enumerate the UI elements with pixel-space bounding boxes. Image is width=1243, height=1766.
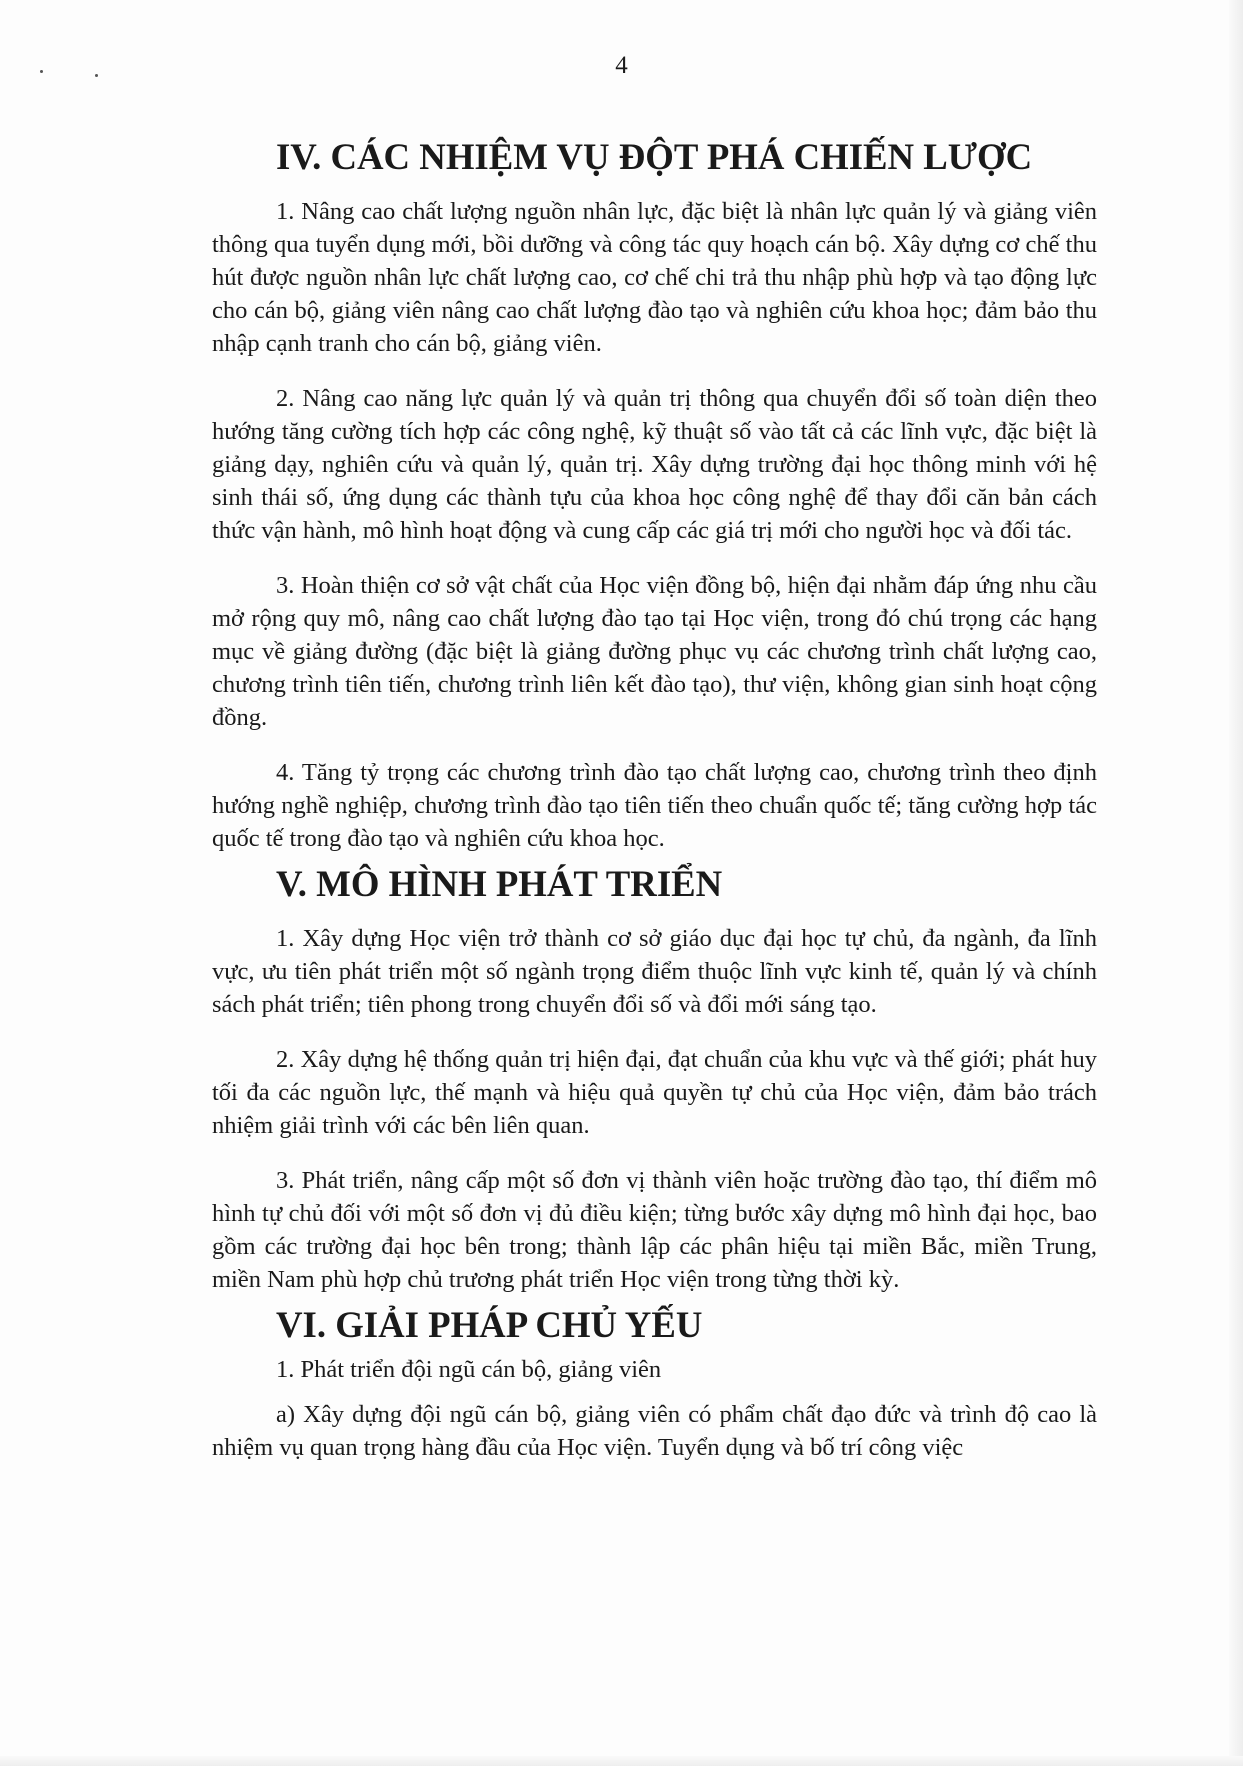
paragraph: 2. Nâng cao năng lực quản lý và quản trị thông qua chuyển đổi số toàn diện theo hướng tăng cường tích hợp các công nghệ, kỹ thuật số vào tất cả các lĩnh vực, đặc biệt là giảng dạy, nghiên cứu và quản lý, quản trị. Xây dựng trường đại học thông minh với hệ sinh thái số, ứng dụng các thành tựu của khoa học công nghệ để thay đổi căn bản cách thức vận hành, mô hình hoạt động và cung cấp các giá trị mới cho người học và đối tác. bbox=[212, 385, 1097, 544]
paragraph: 1. Nâng cao chất lượng nguồn nhân lực, đặc biệt là nhân lực quản lý và giảng viên thông qua tuyển dụng mới, bồi dưỡng và công tác quy hoạch cán bộ. Xây dựng cơ chế thu hút được nguồn nhân lực chất lượng cao, cơ chế chi trả thu nhập phù hợp và tạo động lực cho cán bộ, giảng viên nâng cao chất lượng đào tạo và nghiên cứu khoa học; đảm bảo thu nhập cạnh tranh cho cán bộ, giảng viên. bbox=[212, 198, 1097, 357]
scan-edge bbox=[0, 1756, 1243, 1766]
scan-edge bbox=[1229, 0, 1243, 1766]
section-heading: V. MÔ HÌNH PHÁT TRIỂN bbox=[276, 863, 723, 904]
paragraph: 3. Hoàn thiện cơ sở vật chất của Học viện đồng bộ, hiện đại nhằm đáp ứng nhu cầu mở rộng quy mô, nâng cao chất lượng đào tạo tại Học viện, trong đó chú trọng các hạng mục về giảng đường (đặc biệt là giảng đường phục vụ các chương trình chất lượng cao, chương trình tiên tiến, chương trình liên kết đào tạo), thư viện, không gian sinh hoạt cộng đồng. bbox=[212, 572, 1097, 731]
document-body bbox=[212, 136, 1097, 1464]
paragraph: 4. Tăng tỷ trọng các chương trình đào tạo chất lượng cao, chương trình theo định hướng nghề nghiệp, chương trình đào tạo tiên tiến theo chuẩn quốc tế; tăng cường hợp tác quốc tế trong đào tạo và nghiên cứu khoa học. bbox=[212, 759, 1097, 852]
paragraph: 2. Xây dựng hệ thống quản trị hiện đại, đạt chuẩn của khu vực và thế giới; phát huy tối đa các nguồn lực, thế mạnh và hiệu quả quyền tự chủ của Học viện, đảm bảo trách nhiệm giải trình với các bên liên quan. bbox=[212, 1046, 1097, 1139]
section-heading: IV. CÁC NHIỆM VỤ ĐỘT PHÁ CHIẾN LƯỢC bbox=[276, 136, 1033, 177]
paragraph: 1. Xây dựng Học viện trở thành cơ sở giáo dục đại học tự chủ, đa ngành, đa lĩnh vực, ưu tiên phát triển một số ngành trọng điểm thuộc lĩnh vực kinh tế, quản lý và chính sách phát triển; tiên phong trong chuyển đổi số và đổi mới sáng tạo. bbox=[212, 925, 1097, 1018]
subsection-heading: 1. Phát triển đội ngũ cán bộ, giảng viên bbox=[276, 1356, 662, 1383]
paragraph: 3. Phát triển, nâng cấp một số đơn vị thành viên hoặc trường đào tạo, thí điểm mô hình tự chủ đối với một số đơn vị đủ điều kiện; từng bước xây dựng mô hình đại học, bao gồm các trường đại học bên trong; thành lập các phân hiệu tại miền Bắc, miền Trung, miền Nam phù hợp chủ trương phát triển Học viện trong từng thời kỳ. bbox=[212, 1167, 1097, 1293]
page-number: 4 bbox=[615, 52, 628, 79]
section-heading: VI. GIẢI PHÁP CHỦ YẾU bbox=[276, 1304, 703, 1345]
paragraph: a) Xây dựng đội ngũ cán bộ, giảng viên có phẩm chất đạo đức và trình độ cao là nhiệm vụ quan trọng hàng đầu của Học viện. Tuyển dụng và bố trí công việc bbox=[212, 1401, 1097, 1461]
